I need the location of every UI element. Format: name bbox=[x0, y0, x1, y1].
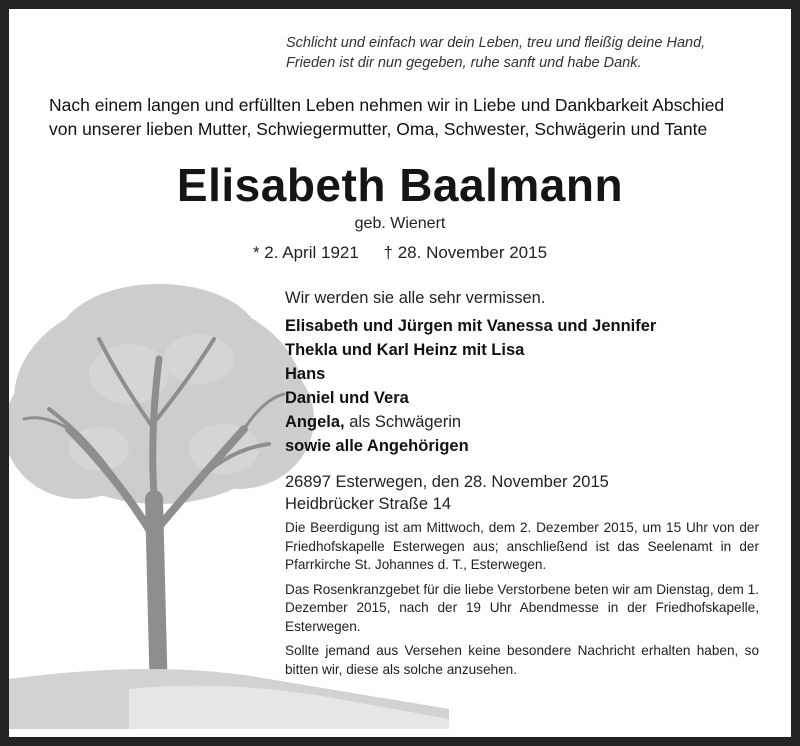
list-item bbox=[285, 410, 759, 434]
poem-line-1: Schlicht und einfach war dein Leben, treu und fleißig deine Hand, bbox=[286, 35, 706, 51]
funeral-notices bbox=[285, 519, 759, 685]
address-block bbox=[285, 471, 759, 515]
memorial-poem bbox=[286, 33, 746, 73]
list-item bbox=[285, 362, 759, 386]
address-line-2: Heidbrücker Straße 14 bbox=[285, 495, 451, 513]
list-item bbox=[285, 386, 759, 410]
poem-line-2: Frieden ist dir nun gegeben, ruhe sanft und habe Dank. bbox=[286, 55, 642, 71]
intro-line-2: von unserer lieben Mutter, Schwiegermutter, Oma, Schwester, Schwägerin und Tante bbox=[49, 119, 708, 139]
deceased-name: Elisabeth Baalmann bbox=[176, 159, 624, 211]
list-item bbox=[285, 434, 759, 458]
intro-text bbox=[49, 93, 769, 141]
address-line-1: 26897 Esterwegen, den 28. November 2015 bbox=[285, 473, 609, 491]
list-item bbox=[285, 314, 759, 338]
mourners-list bbox=[285, 314, 759, 458]
mourner-note: als Schwägerin bbox=[344, 413, 462, 431]
birth-date: * 2. April 1921 bbox=[252, 243, 359, 262]
intro-line-1: Nach einem langen und erfüllten Leben nehmen wir in Liebe und Dankbarkeit Abschied bbox=[49, 95, 725, 115]
relatives-line: sowie alle Angehörigen bbox=[285, 437, 469, 455]
mourner-name: Daniel und Vera bbox=[285, 389, 409, 407]
mourner-name: Thekla und Karl Heinz mit Lisa bbox=[285, 341, 525, 359]
mourner-name: Hans bbox=[285, 365, 326, 383]
closing-notice: Sollte jemand aus Versehen keine besondere Nachricht erhalten haben, so bitten wir, diese als solche anzusehen. bbox=[285, 643, 759, 677]
death-date: † 28. November 2015 bbox=[383, 243, 548, 262]
funeral-notice: Die Beerdigung ist am Mittwoch, dem 2. Dezember 2015, um 15 Uhr von der Friedhofskapelle Esterwegen aus; anschließend ist das Seelenamt in der Pfarrkirche St. Johannes d. T., Esterwegen. bbox=[285, 520, 759, 572]
rosary-notice: Das Rosenkranzgebet für die liebe Verstorbene beten wir am Dienstag, dem 1. Dezember 2015, nach der 19 Uhr Abendmesse in der Friedhofskapelle, Esterwegen. bbox=[285, 581, 759, 634]
list-item bbox=[285, 338, 759, 362]
mourner-name: Angela, bbox=[285, 413, 345, 431]
maiden-name: geb. Wienert bbox=[354, 215, 446, 232]
life-dates bbox=[9, 243, 791, 263]
mourner-name: Elisabeth und Jürgen mit Vanessa und Jennifer bbox=[285, 317, 657, 335]
obituary-content bbox=[9, 9, 791, 737]
mourners-heading: Wir werden sie alle sehr vermissen. bbox=[285, 289, 546, 307]
